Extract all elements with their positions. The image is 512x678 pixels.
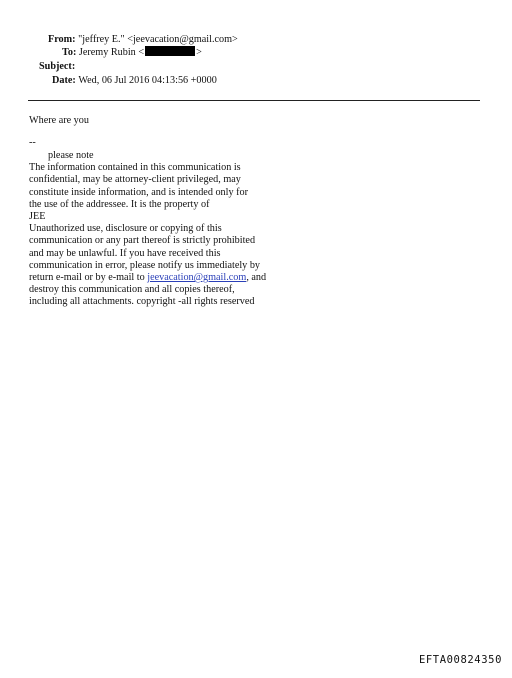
notify-suffix: , and xyxy=(246,272,267,284)
notify-line xyxy=(29,272,329,284)
greeting-text: Where are you xyxy=(29,115,89,126)
date-value: Wed, 06 Jul 2016 04:13:56 +0000 xyxy=(78,75,217,86)
sig-note: please note xyxy=(48,150,94,161)
to-label: To: xyxy=(62,47,77,58)
document-id: EFTA00824350 xyxy=(418,654,502,666)
disclaimer-line: the use of the addressee. It is the property of xyxy=(29,198,210,210)
disclaimer-line: communication or any part thereof is strictly prohibited xyxy=(29,235,256,247)
from-label: From: xyxy=(48,34,76,45)
signature-separator: -- xyxy=(29,137,36,148)
disclaimer-line: communication in error, please notify us immediately by xyxy=(29,259,261,271)
to-value-suffix: > xyxy=(196,47,202,58)
disclaimer-line: and may be unlawful. If you have received this xyxy=(29,247,221,259)
date-label: Date: xyxy=(52,75,76,86)
signature-disclaimer xyxy=(29,150,329,309)
header-divider xyxy=(28,100,480,101)
closing-line: destroy this communication and all copies thereof, xyxy=(29,284,235,296)
from-row xyxy=(48,33,238,47)
disclaimer-line: Unauthorized use, disclosure or copying of this xyxy=(29,223,222,235)
notify-prefix: return e-mail or by e-mail to xyxy=(29,272,148,284)
disclaimer-line: The information contained in this communication is xyxy=(29,162,241,174)
closing-line: including all attachments. copyright -all rights reserved xyxy=(29,296,255,308)
disclaimer-line: constitute inside information, and is intended only for xyxy=(29,186,248,198)
subject-row xyxy=(39,60,78,74)
to-value-prefix: Jeremy Rubin < xyxy=(78,47,145,58)
date-row xyxy=(52,74,217,88)
redaction-box xyxy=(145,46,195,56)
disclaimer-line: confidential, may be attorney-client privileged, may xyxy=(29,174,241,186)
from-value: "jeffrey E." <jeevacation@gmail.com> xyxy=(78,34,238,45)
disclaimer-line: JEE xyxy=(29,211,46,223)
to-row xyxy=(62,46,202,60)
email-link[interactable]: jeevacation@gmail.com xyxy=(147,272,247,284)
subject-label: Subject: xyxy=(39,61,76,72)
